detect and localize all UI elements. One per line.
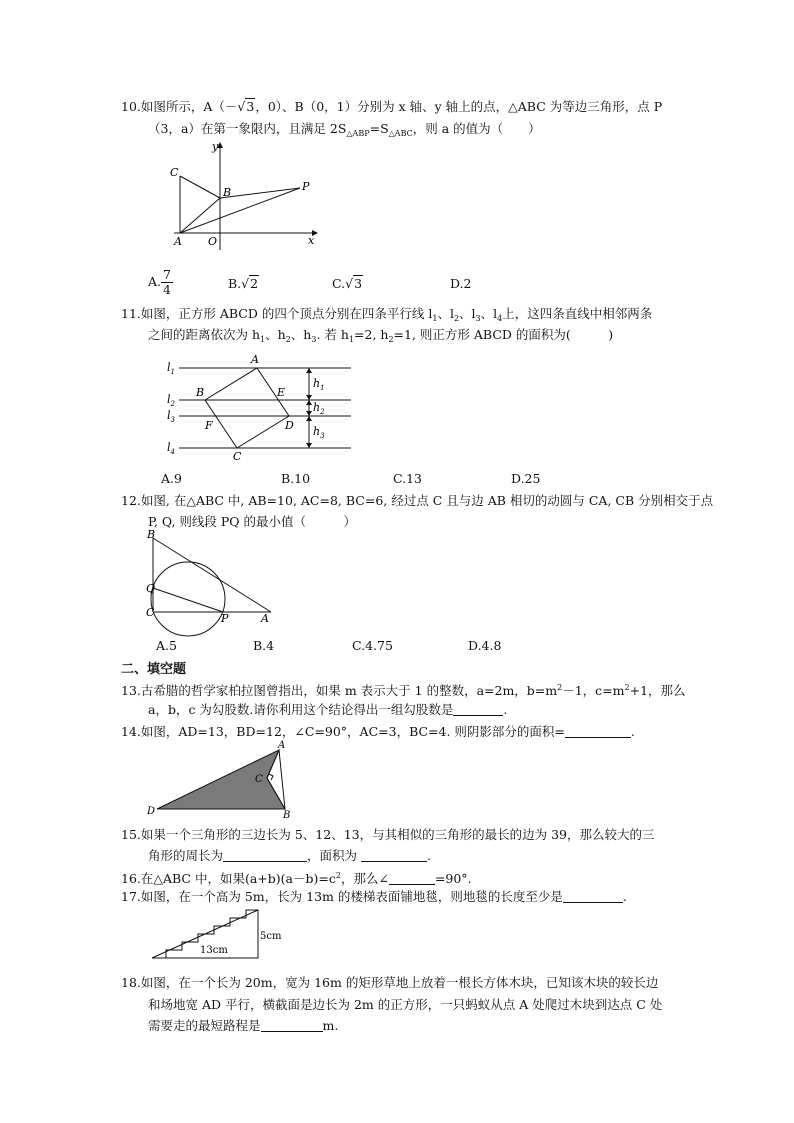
right-angle-mark — [269, 774, 273, 780]
label-a: A — [251, 353, 259, 366]
segment-ap — [180, 188, 300, 233]
segment-qp — [153, 588, 223, 612]
label-l4: $l_4$ — [167, 441, 175, 456]
q10-text-1b: ，0）、B（0，1）分别为 x 轴、y 轴上的点，△ABC 为等边三角形，点 P — [255, 99, 663, 114]
q14-answer-blank[interactable] — [565, 725, 631, 738]
label-p: P — [221, 612, 229, 625]
q14-t1b: . — [630, 724, 635, 739]
q10-option-b[interactable] — [228, 276, 259, 292]
arrow-h1-bottom — [306, 395, 312, 400]
q15-t2a: 角形的周长为 — [148, 848, 224, 863]
q15-line1: 15.如果一个三角形的三边长为 5、12、13，与其相似的三角形的最长的边为 39，那么较大的三 — [121, 827, 655, 842]
q13-answer-blank[interactable] — [453, 703, 503, 716]
label-q: Q — [146, 582, 156, 595]
q10-option-a-label: A. — [148, 274, 162, 289]
q14-figure — [145, 740, 295, 821]
q11-s5: 1 — [260, 335, 266, 344]
q10-sub-abp: △ABP — [346, 129, 370, 138]
q15-perimeter-blank[interactable] — [223, 849, 307, 862]
q17-ta: 17.如图，在一个高为 5m，长为 13m 的楼梯表面铺地毯，则地毯的长度至少是 — [121, 889, 563, 904]
q15-t2c: . — [427, 848, 431, 863]
q13-line1 — [121, 680, 686, 699]
q10-text-2a: （3，a）在第一象限内，且满足 2S — [148, 121, 347, 136]
q10-text-1a: 10.如图所示，A（－ — [121, 99, 238, 114]
q11-s6: 2 — [285, 335, 291, 344]
label-f: F — [205, 419, 213, 432]
q16-line — [121, 868, 472, 887]
label-a: A — [174, 235, 182, 248]
sqrt-2: √2 — [241, 276, 259, 291]
q11-figure — [165, 352, 365, 464]
q11-option-b[interactable]: B.10 — [281, 471, 311, 486]
q12-figure — [143, 528, 283, 632]
q16-sup: 2 — [335, 871, 341, 880]
q11-t2c: 、h — [290, 327, 312, 342]
q12-option-a[interactable]: A.5 — [156, 638, 177, 653]
q16-tc: =90°. — [434, 871, 472, 886]
q17-tb: . — [622, 889, 627, 904]
arrow-h2-top — [306, 400, 312, 405]
q11-s4: 4 — [497, 314, 503, 323]
sqrt-3: √3 — [237, 99, 255, 114]
segment-ab — [180, 198, 220, 233]
q18-answer-blank[interactable] — [261, 1019, 323, 1032]
q11-option-c[interactable]: C.13 — [393, 471, 422, 486]
q16-tb: ，那么∠ — [340, 871, 389, 886]
q10-option-d[interactable]: D.2 — [450, 276, 472, 291]
label-b: B — [223, 186, 232, 199]
q10-option-b-label: B. — [228, 276, 242, 291]
arrow-h2-bottom — [306, 411, 312, 416]
q11-t2f: =1, 则正方形 ABCD 的面积为( ) — [393, 327, 614, 342]
label-p: P — [302, 180, 310, 193]
segment-cb — [180, 176, 220, 198]
q10-line2 — [148, 121, 541, 142]
q10-option-c[interactable] — [332, 276, 363, 292]
label-l2: $l_2$ — [167, 393, 175, 408]
q10-option-c-label: C. — [332, 276, 346, 291]
q10-text-2b: =S — [369, 121, 389, 136]
q10-line1 — [121, 99, 662, 115]
q12-option-c[interactable]: C.4.75 — [352, 638, 393, 653]
label-height: 5cm — [260, 931, 282, 942]
q18-line3 — [148, 1018, 338, 1034]
q11-t1b: 、l — [437, 306, 454, 321]
q10-text-2c: ，则 a 的值为（ ） — [412, 121, 541, 136]
square-abcd — [205, 368, 289, 448]
q11-t1a: 11.如图，正方形 ABCD 的四个顶点分别在四条平行线 l — [121, 306, 433, 321]
q10-option-a[interactable] — [148, 268, 173, 297]
q11-line1 — [121, 306, 652, 327]
q10-sub-abc: △ABC — [388, 129, 413, 138]
arrow-h3-top — [306, 416, 312, 421]
label-e: E — [277, 386, 286, 399]
label-h3: $h_3$ — [313, 425, 325, 440]
q18-t3b: m. — [322, 1018, 339, 1033]
q11-s9: 2 — [388, 335, 394, 344]
label-h2: $h_2$ — [313, 401, 325, 416]
q11-t2a: 之间的距离依次为 h — [148, 327, 261, 342]
label-b: B — [147, 528, 156, 541]
q15-t2b: ，面积为 — [307, 848, 358, 863]
q13-sup2: 2 — [624, 683, 630, 692]
sqrt-3-option: √3 — [345, 276, 363, 291]
label-d: D — [147, 806, 156, 817]
label-d: D — [285, 419, 294, 432]
q17-line — [121, 889, 627, 905]
q11-s1: 1 — [432, 314, 438, 323]
q11-t2e: =2, h — [354, 327, 389, 342]
q12-line2: P, Q, 则线段 PQ 的最小值（ ） — [148, 514, 357, 529]
q17-staircase-figure — [148, 906, 288, 966]
q10-figure — [150, 140, 320, 252]
label-b: B — [196, 386, 205, 399]
q13-t1c: +1，那么 — [629, 683, 686, 698]
q11-t1d: 、l — [480, 306, 498, 321]
q18-line1: 18.如图，在一个长为 20m，宽为 16m 的矩形草地上放着一根长方体木块，已知该木块的较长边 — [121, 975, 659, 990]
q13-t2b: . — [503, 702, 508, 717]
q13-t1b: －1，c=m — [562, 683, 625, 698]
segment-ab — [153, 538, 271, 612]
arrow-h3-bottom — [306, 443, 312, 448]
q11-option-d[interactable]: D.25 — [511, 471, 541, 486]
q12-option-d[interactable]: D.4.8 — [468, 638, 502, 653]
q11-t1e: 上，这四条直线中相邻两条 — [502, 306, 653, 321]
q11-option-a[interactable]: A.9 — [161, 471, 182, 486]
label-y: y — [212, 140, 219, 153]
q13-line2 — [148, 702, 507, 718]
fraction-7-4: $\frac{7}{4}$ — [163, 267, 171, 297]
label-h1: $h_1$ — [313, 377, 325, 392]
q12-option-b[interactable]: B.4 — [253, 638, 275, 653]
q11-t2d: . 若 h — [316, 327, 349, 342]
q11-s7: 3 — [311, 335, 317, 344]
section-heading-fill-in: 二、填空题 — [121, 662, 187, 677]
q15-line2 — [148, 848, 431, 864]
q11-s8: 1 — [348, 335, 355, 344]
q15-area-blank[interactable] — [361, 849, 427, 862]
q11-t2b: 、h — [265, 327, 286, 342]
label-c: C — [255, 774, 263, 785]
q13-t1a: 13.古希腊的哲学家柏拉图曾指出，如果 m 表示大于 1 的整数，a=2m，b=m — [121, 683, 558, 698]
label-a: A — [261, 612, 269, 625]
label-l3: $l_3$ — [167, 409, 175, 424]
label-o: O — [208, 235, 218, 248]
label-length: 13cm — [200, 945, 228, 956]
q13-t2a: a，b，c 为勾股数.请你利用这个结论得出一组勾股数是 — [148, 702, 454, 717]
arrow-h1-top — [306, 368, 312, 373]
q14-line1 — [121, 724, 635, 740]
label-c: C — [146, 606, 155, 619]
q11-t1c: 、l — [459, 306, 476, 321]
q16-answer-blank[interactable] — [389, 872, 435, 885]
label-c: C — [170, 166, 179, 179]
label-c: C — [233, 450, 242, 463]
q13-sup1: 2 — [557, 683, 563, 692]
q11-s3: 3 — [475, 314, 481, 323]
q11-line2 — [148, 327, 613, 348]
label-x: x — [308, 234, 315, 247]
shaded-region — [157, 750, 285, 809]
label-b: B — [283, 810, 291, 821]
label-a: A — [278, 740, 286, 751]
q17-answer-blank[interactable] — [563, 890, 623, 903]
moving-circle — [151, 562, 225, 636]
q14-t1a: 14.如图，AD=13，BD=12，∠C=90°，AC=3，BC=4. 则阴影部分的面积= — [121, 724, 565, 739]
label-l1: $l_1$ — [167, 361, 175, 376]
q18-line2: 和场地宽 AD 平行，横截面是边长为 2m 的正方形，一只蚂蚁从点 A 处爬过木块到达点 C 处 — [148, 997, 663, 1012]
q18-t3a: 需要走的最短路程是 — [148, 1018, 261, 1033]
q12-line1: 12.如图, 在△ABC 中, AB=10, AC=8, BC=6, 经过点 C 且与边 AB 相切的动圆与 CA, CB 分别相交于点 — [121, 493, 714, 508]
q16-ta: 16.在△ABC 中，如果(a+b)(a－b)=c — [121, 871, 336, 886]
q11-s2: 2 — [453, 314, 460, 323]
